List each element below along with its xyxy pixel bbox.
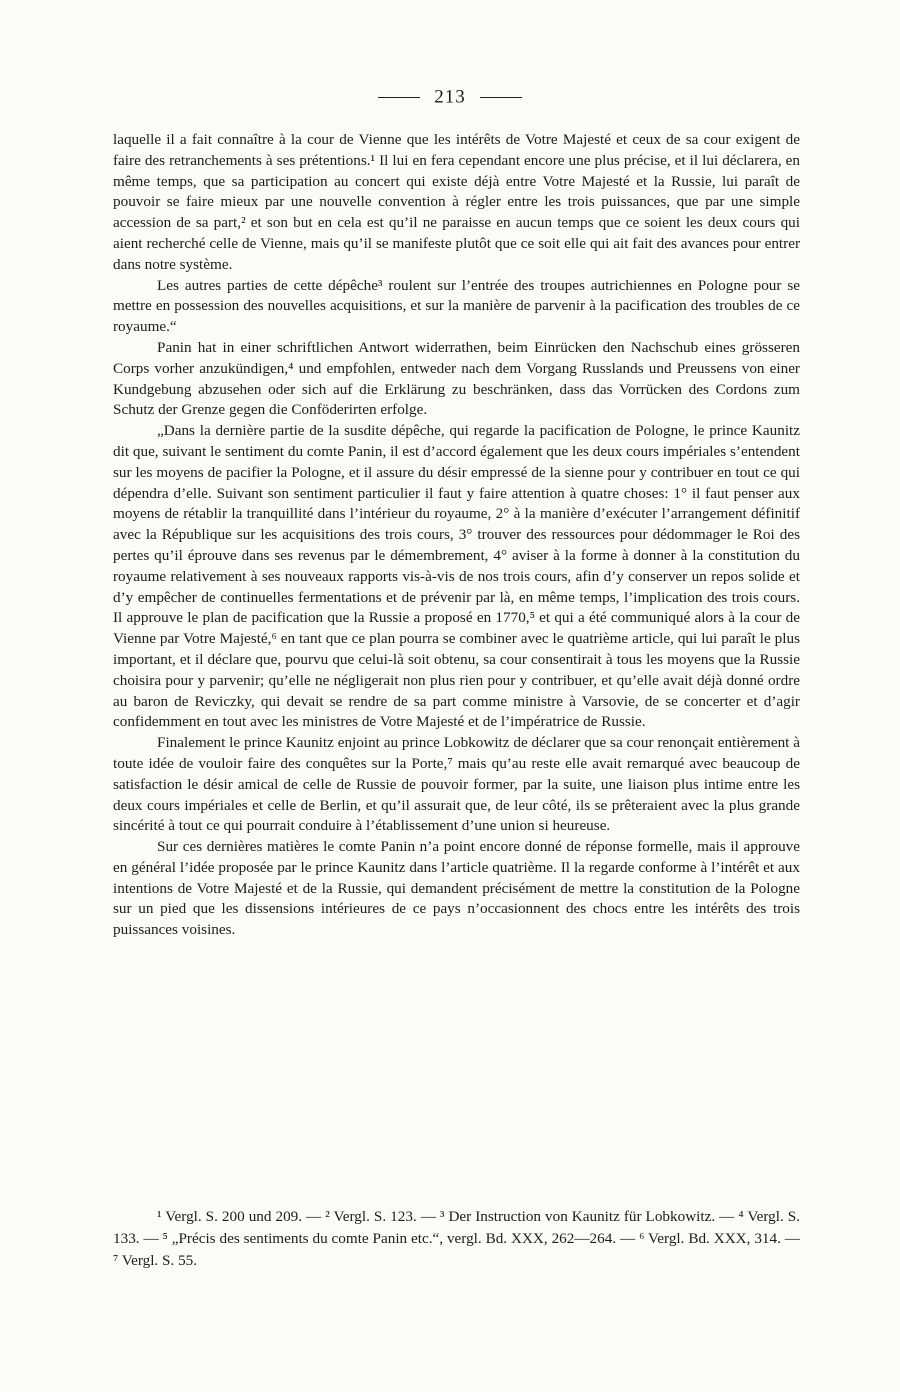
paragraph: Les autres parties de cette dépêche³ roulent sur l’entrée des troupes autrichiennes en Pologne pour se mettre en possession des nouvelles acquisitions, et sur la manière de parvenir à la pacification des troubles de ce royaume.“ xyxy=(113,276,800,336)
paragraph: Sur ces dernières matières le comte Panin n’a point encore donné de réponse formelle, mais il approuve en général l’idée proposée par le prince Kaunitz dans l’article quatrième. Il la regarde conforme à l’intérêt et aux intentions de Votre Majesté et de la Russie, qui demandent précisément de mettre la constitution de la Pologne sur un pied que les dissensions intérieures de ce pays n’occasionnent des chocs entre les intérêts des trois puissances voisines. xyxy=(113,838,800,939)
body-text xyxy=(113,130,800,941)
paragraph: „Dans la dernière partie de la susdite dépêche, qui regarde la pacification de Pologne, le prince Kaunitz dit que, suivant le sentiment du comte Panin, il est d’accord également que les deux cours impériales s’entendent sur les moyens de pacifier la Pologne, et il assure du désir empressé de la sienne pour y contribuer en tout ce qui dépendra d’elle. Suivant son sentiment particulier il faut y faire attention à quatre choses: 1° il faut penser aux moyens de rétablir la tranquillité dans l’intérieur du royaume, 2° à la manière d’exécuter l’arrangement définitif avec la République sur les acquisitions des trois cours, 3° trouver des ressources pour dédommager le Roi des pertes qu’il éprouve dans ses revenus par le démembrement, 4° aviser à la forme à donner à la constitution du royaume relativement à ses nouveaux rapports vis-à-vis de nos trois cours, afin d’y conserver un repos solide et d’y empêcher de continuelles fermentations et de prévenir par là, en même temps, l’implication des trois cours. Il approuve le plan de pacification que la Russie a proposé en 1770,⁵ et qui a été communiqué alors à la cour de Vienne par Votre Majesté,⁶ en tant que ce plan pourra se combiner avec le quatrième article, qui lui paraît le plus important, et il déclare que, pourvu que celui-là soit obtenu, sa cour consentirait à tous les moyens que la Russie choisira pour y parvenir; qu’elle ne négligerait non plus rien pour y contribuer, et qu’elle avait déjà donné ordre au baron de Reviczky, qui devait se rendre de sa part comme ministre à Varsovie, de se concerter et d’agir confidemment en tout avec les ministres de Votre Majesté et de l’impératrice de Russie. xyxy=(113,422,800,731)
paragraph: Finalement le prince Kaunitz enjoint au prince Lobkowitz de déclarer que sa cour renonçait entièrement à toute idée de vouloir faire des conquêtes sur la Porte,⁷ mais qu’au reste elle avait remarqué avec beaucoup de satisfaction le désir amical de celle de Russie de pouvoir former, par la suite, une liaison plus intime entre les deux cours impériales et celle de Berlin, et qu’il assurait que, de leur côté, ils se prêteraient avec la plus grande sincérité à tout ce qui pourrait conduire à l’établissement d’une union si heureuse. xyxy=(113,734,800,835)
page-number: 213 xyxy=(434,86,466,108)
header-rule-left xyxy=(378,97,420,98)
footnotes: ¹ Vergl. S. 200 und 209. — ² Vergl. S. 123. — ³ Der Instruction von Kaunitz für Lobkowitz. — ⁴ Vergl. S. 133. — ⁵ „Précis des sentiments du comte Panin etc.“, vergl. Bd. XXX, 262—264. — ⁶ Vergl. Bd. XXX, 314. — ⁷ Vergl. S. 55. xyxy=(113,1208,800,1269)
paragraph-continuation: laquelle il a fait connaître à la cour de Vienne que les intérêts de Votre Majesté et ceux de sa cour exigent de faire des retranchements à ses prétentions.¹ Il lui en fera cependant encore une plus précise, et il lui déclarera, en même temps, que sa participation au concert qui existe déjà entre Votre Majesté et la Russie, lui paraît de pouvoir se faire mieux par une nouvelle convention à régler entre les trois puissances, que par une simple accession de sa part,² et son but en cela est qu’il ne paraisse en aucun temps que ce soient les deux cours qui aient recherché celle de Vienne, mais qu’il se manifeste plutôt que ce soit elle qui ait fait des avances pour entrer dans notre système. xyxy=(113,131,800,273)
paragraph: Panin hat in einer schriftlichen Antwort widerrathen, beim Einrücken den Nachschub eines grösseren Corps vorher anzukündigen,⁴ und empfohlen, entweder nach dem Vorgang Russlands und Preussens von einer Kundgebung abzusehen oder sich auf die Erklärung zu beschränken, dass das Vorrücken des Cordons zum Schutz der Grenze gegen die Conföderirten erfolge. xyxy=(113,338,800,419)
header-rule-right xyxy=(480,97,522,98)
page-header xyxy=(0,86,900,109)
